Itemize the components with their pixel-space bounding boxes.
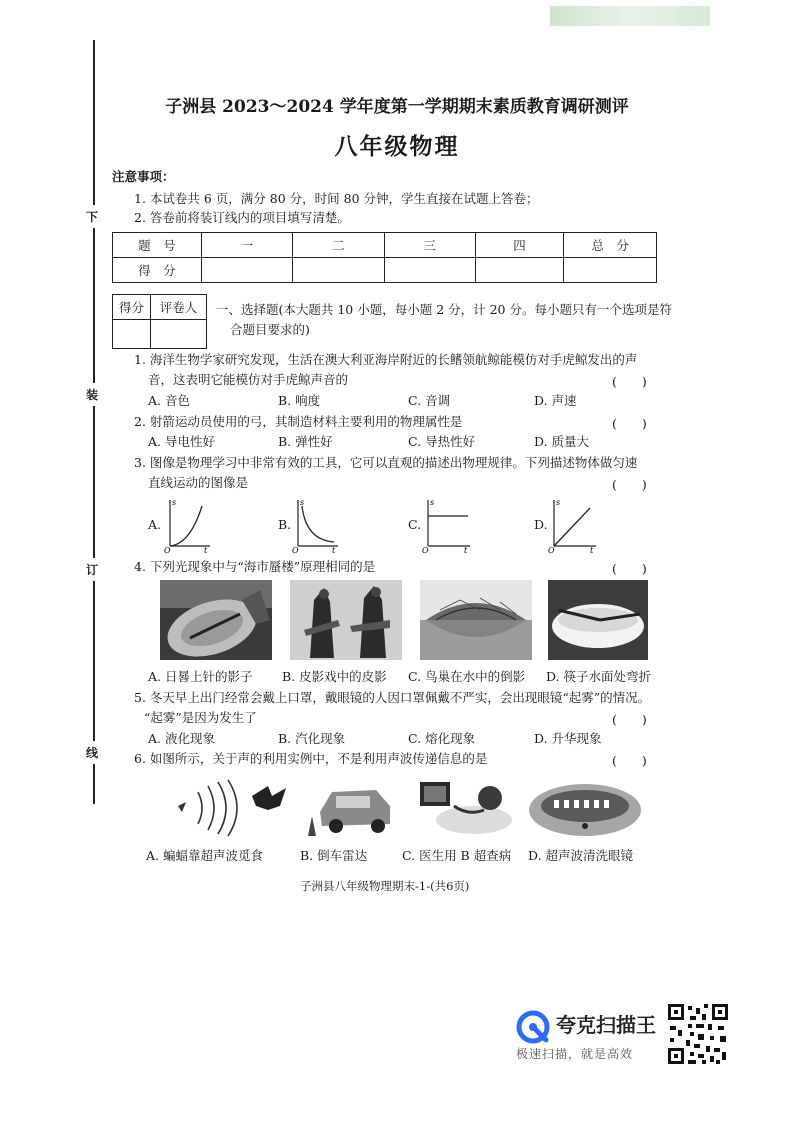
score-cell[interactable] [293, 258, 384, 283]
option-b: B. 倒车雷达 [300, 848, 368, 863]
option-b: B. 响度 [278, 393, 321, 408]
binding-line-segment [93, 228, 95, 383]
birds-nest-reflection-photo [420, 580, 532, 660]
axis-t-label: t [332, 546, 336, 554]
option-a: A. 日晷上针的影子 [148, 669, 253, 684]
option-c: C. 导热性好 [408, 434, 476, 449]
score-table-header: 二 [293, 233, 384, 258]
bat-ultrasound-image [168, 776, 292, 840]
option-b: B. 弹性好 [278, 434, 333, 449]
score-table-header: 题 号 [113, 233, 202, 258]
axis-t-label: t [590, 546, 594, 554]
option-c: C. 医生用 B 超查病 [402, 848, 512, 863]
sundial-photo [160, 580, 272, 660]
quark-logo-icon [516, 1010, 550, 1044]
option-d: D. 声速 [534, 393, 577, 408]
graph-a-accelerating [162, 496, 212, 554]
binding-char-4: 线 [86, 746, 99, 760]
axis-s-label: s [172, 498, 177, 507]
binding-char-2: 装 [86, 388, 99, 402]
score-table-header: 三 [384, 233, 475, 258]
option-d: D. 质量大 [534, 434, 590, 449]
option-a: A. 液化现象 [148, 731, 215, 746]
option-c: C. 熔化现象 [408, 731, 476, 746]
option-d: D. 筷子水面处弯折 [546, 669, 652, 684]
score-table [112, 232, 657, 283]
question-4-stem: 4. 下列光现象中与“海市蜃楼”原理相同的是 [134, 559, 376, 574]
axis-s-label: s [556, 498, 561, 507]
answer-paren[interactable]: ( ) [612, 712, 647, 727]
question-3-stem: 直线运动的图像是 [148, 475, 249, 490]
score-table-header: 四 [475, 233, 563, 258]
option-c: C. [408, 517, 422, 532]
notes-item-1: 1. 本试卷共 6 页，满分 80 分，时间 80 分钟，学生直接在试题上答卷； [134, 191, 539, 206]
answer-paren[interactable]: ( ) [612, 561, 647, 576]
grader-name-cell[interactable] [151, 320, 207, 349]
graph-b-decreasing [290, 496, 340, 554]
axis-t-label: t [204, 546, 208, 554]
axis-origin-label: O [292, 546, 299, 554]
score-cell[interactable] [475, 258, 563, 283]
score-cell[interactable] [564, 258, 657, 283]
question-2-stem: 2. 射箭运动员使用的弓，其制造材料主要利用的物理属性是 [134, 414, 463, 429]
option-c: C. 鸟巢在水中的倒影 [408, 669, 526, 684]
question-6-stem: 6. 如图所示，关于声的利用实例中，不是利用声波传递信息的是 [134, 751, 488, 766]
question-3-stem: 3. 图像是物理学习中非常有效的工具，它可以直观的描述出物理规律。下列描述物体做匀速 [134, 455, 638, 470]
score-table-header: 总 分 [564, 233, 657, 258]
binding-line-segment [93, 40, 95, 205]
option-a: A. 蝙蝠靠超声波觅食 [146, 848, 263, 863]
axis-origin-label: O [164, 546, 171, 554]
page-footer: 子洲县八年级物理期末-1-(共6页) [300, 879, 470, 893]
question-5-stem: “起雾”是因为发生了 [144, 710, 257, 725]
answer-paren[interactable]: ( ) [612, 374, 647, 389]
option-b: B. 汽化现象 [278, 731, 346, 746]
option-c: C. 音调 [408, 393, 451, 408]
qr-code-icon[interactable] [666, 1002, 730, 1066]
section-heading: 一、选择题(本大题共 10 小题，每小题 2 分，计 20 分。每小题只有一个选项是符 [216, 302, 672, 317]
grader-score-cell[interactable] [113, 320, 151, 349]
grader-box [112, 294, 207, 349]
grader-name-label: 评卷人 [151, 295, 207, 320]
option-a: A. 导电性好 [148, 434, 215, 449]
binding-char-1: 下 [86, 210, 99, 224]
option-b: B. 皮影戏中的皮影 [282, 669, 387, 684]
scanner-brand: 夸克扫描王 [556, 1013, 656, 1037]
axis-s-label: s [430, 498, 435, 507]
option-a: A. [148, 517, 162, 532]
answer-paren[interactable]: ( ) [612, 416, 647, 431]
subject-title: 八年级物理 [334, 133, 460, 160]
axis-origin-label: O [422, 546, 429, 554]
option-a: A. 音色 [148, 393, 190, 408]
axis-t-label: t [464, 546, 468, 554]
score-cell[interactable] [201, 258, 292, 283]
scan-artifact-strip [550, 6, 710, 26]
shadow-puppet-photo [290, 580, 402, 660]
graph-c-constant [420, 496, 472, 554]
score-cell[interactable] [384, 258, 475, 283]
axis-origin-label: O [548, 546, 555, 554]
option-d: D. [534, 517, 548, 532]
notes-heading: 注意事项： [112, 169, 175, 184]
question-1-stem: 1. 海洋生物学家研究发现，生活在澳大利亚海岸附近的长鳍领航鲸能模仿对手虎鲸发出的声 [134, 352, 638, 367]
graph-d-linear [546, 496, 598, 554]
answer-paren[interactable]: ( ) [612, 477, 647, 492]
reversing-radar-image [298, 776, 394, 840]
ultrasonic-glasses-cleaner-image [526, 776, 644, 840]
option-d: D. 升华现象 [534, 731, 602, 746]
binding-line-segment [93, 581, 95, 741]
question-5-stem: 5. 冬天早上出门经常会戴上口罩，戴眼镜的人因口罩佩戴不严实，会出现眼镜“起雾”的情况。 [134, 690, 651, 705]
binding-line-segment [93, 406, 95, 558]
score-table-header: 一 [201, 233, 292, 258]
notes-item-2: 2. 答卷前将装订线内的项目填写清楚。 [134, 210, 350, 225]
binding-line-segment [93, 764, 95, 804]
option-d: D. 超声波清洗眼镜 [528, 848, 634, 863]
scanner-slogan: 极速扫描，就是高效 [516, 1047, 634, 1061]
chopsticks-bowl-photo [548, 580, 648, 660]
score-row-label: 得 分 [113, 258, 202, 283]
grader-score-label: 得分 [113, 295, 151, 320]
question-1-stem: 音，这表明它能模仿对手虎鲸声音的 [148, 372, 349, 387]
binding-char-3: 订 [86, 563, 99, 577]
axis-s-label: s [300, 498, 305, 507]
option-b: B. [278, 517, 292, 532]
b-ultrasound-image [414, 776, 518, 840]
section-heading-cont: 合题目要求的) [230, 322, 310, 337]
exam-title: 子洲县 2023～2024 学年度第一学期期末素质教育调研测评 [165, 97, 629, 117]
answer-paren[interactable]: ( ) [612, 753, 647, 768]
